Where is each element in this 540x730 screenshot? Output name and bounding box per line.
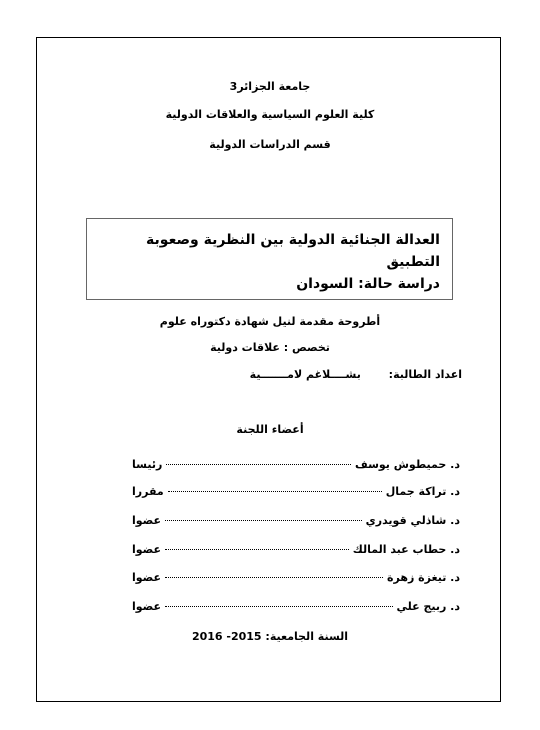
university-name: جامعة الجزائر3 xyxy=(229,80,311,93)
specialization: تخصص : علاقات دولية xyxy=(210,341,330,354)
dotted-leader xyxy=(165,606,392,607)
faculty-name: كلية العلوم السياسية والعلاقات الدولية xyxy=(165,108,375,121)
committee-member xyxy=(132,600,460,616)
committee-member xyxy=(132,485,460,501)
member-role: عضوا xyxy=(132,514,162,527)
academic-year: السنة الجامعية: 2015- 2016 xyxy=(191,630,349,643)
member-role: عضوا xyxy=(132,600,162,613)
thesis-statement: أطروحة مقدمة لنيل شهادة دكتوراه علوم xyxy=(159,315,381,328)
dotted-leader xyxy=(165,520,362,521)
member-name: د. تراكة جمال xyxy=(385,485,460,498)
student-label: اعداد الطالبة: xyxy=(388,368,462,381)
dotted-leader xyxy=(168,491,382,492)
dotted-leader xyxy=(165,549,349,550)
dotted-leader xyxy=(166,464,351,465)
dotted-leader xyxy=(165,577,383,578)
member-name: د. ربيج علي xyxy=(396,600,460,613)
member-role: عضوا xyxy=(132,543,162,556)
committee-member xyxy=(132,543,460,559)
member-name: د. تيغزة زهرة xyxy=(387,571,460,584)
committee-member xyxy=(132,571,460,587)
student-line xyxy=(250,368,462,381)
committee-title: أعضاء اللجنة xyxy=(236,423,304,436)
member-name: د. شاذلي قويدري xyxy=(365,514,460,527)
member-role: رئيسا xyxy=(132,458,163,471)
department-name: قسم الدراسات الدولية xyxy=(209,138,331,151)
thesis-title-line2: دراسة حالة: السودان xyxy=(296,276,440,292)
committee-member xyxy=(132,514,460,530)
thesis-title-line1: العدالة الجنائية الدولية بين النظرية وصعوبة التطبيق xyxy=(146,232,440,270)
committee-member xyxy=(132,458,460,474)
member-role: عضوا xyxy=(132,571,162,584)
member-role: مقررا xyxy=(132,485,164,498)
student-name: بشــــلاغم لامـــــــية xyxy=(249,368,361,381)
member-name: د. حميطوش يوسف xyxy=(354,458,460,471)
thesis-title-box xyxy=(86,218,453,300)
member-name: د. حطاب عبد المالك xyxy=(352,543,460,556)
